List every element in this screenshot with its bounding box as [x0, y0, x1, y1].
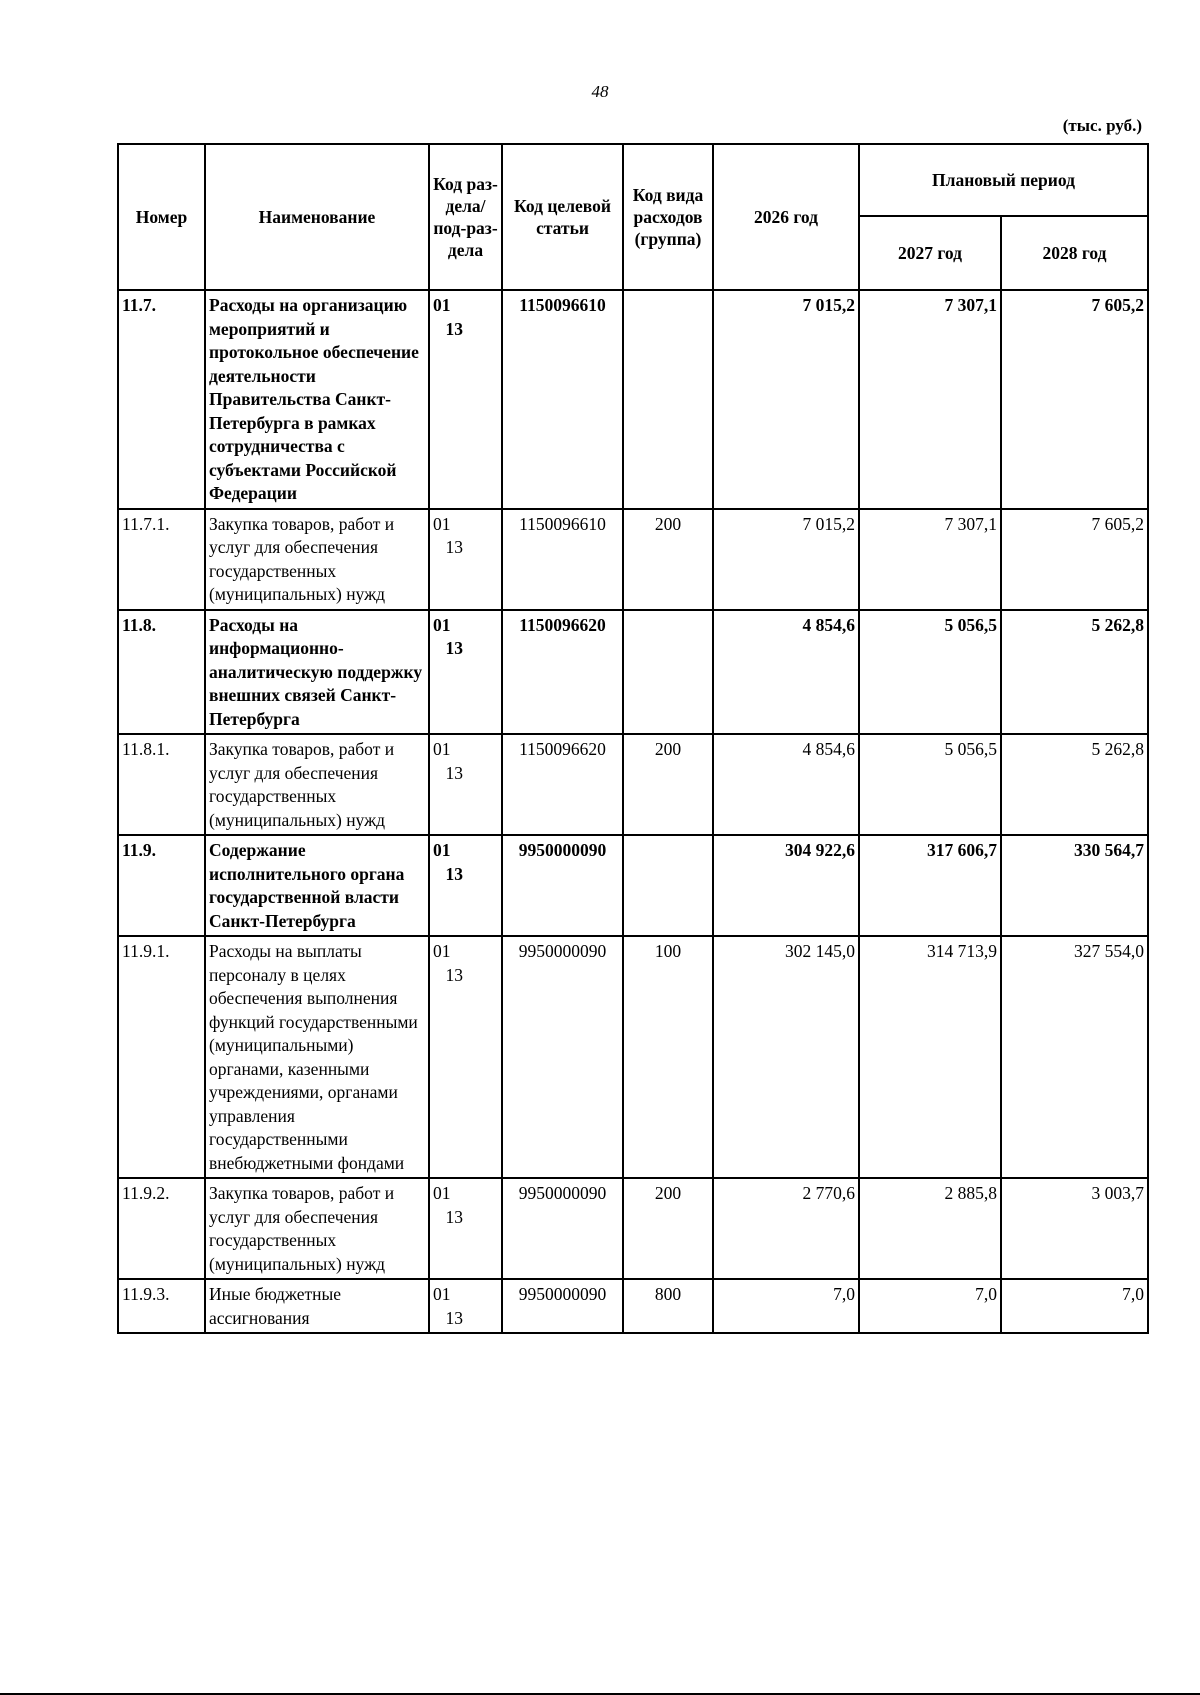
table-header — [118, 144, 1148, 290]
row-value-2026: 302 145,0 — [713, 936, 859, 1178]
row-value-2027: 7 307,1 — [859, 290, 1001, 509]
row-name: Расходы на информационно-аналитическую поддержку внешних связей Санкт-Петербурга — [205, 610, 429, 735]
row-section-code — [429, 1178, 502, 1279]
row-value-2028: 7 605,2 — [1001, 290, 1148, 509]
row-expense-type — [623, 835, 713, 936]
row-number: 11.9. — [118, 835, 205, 936]
row-name: Закупка товаров, работ и услуг для обеспечения государственных (муниципальных) нужд — [205, 734, 429, 835]
row-expense-type: 200 — [623, 1178, 713, 1279]
budget-table — [117, 143, 1149, 1334]
row-subsection: 13 — [445, 1307, 463, 1328]
header-year-2027: 2027 год — [859, 216, 1001, 290]
row-subsection: 13 — [445, 318, 463, 339]
row-value-2026: 7 015,2 — [713, 290, 859, 509]
table-row — [118, 1178, 1148, 1279]
row-value-2027: 5 056,5 — [859, 610, 1001, 735]
row-target-code: 1150096620 — [502, 610, 623, 735]
row-number: 11.9.1. — [118, 936, 205, 1178]
row-name: Содержание исполнительного органа государственной власти Санкт-Петербурга — [205, 835, 429, 936]
row-number: 11.8.1. — [118, 734, 205, 835]
row-name: Иные бюджетные ассигнования — [205, 1279, 429, 1333]
header-target-code: Код целевой статьи — [502, 144, 623, 290]
row-section: 01 — [433, 1183, 451, 1203]
row-target-code: 1150096610 — [502, 290, 623, 509]
row-value-2026: 2 770,6 — [713, 1178, 859, 1279]
table-row — [118, 1279, 1148, 1333]
row-section: 01 — [433, 614, 451, 635]
header-expense-type-code: Код вида расходов (группа) — [623, 144, 713, 290]
row-value-2026: 7 015,2 — [713, 509, 859, 610]
row-section: 01 — [433, 941, 451, 961]
row-expense-type: 800 — [623, 1279, 713, 1333]
page-number: 48 — [591, 82, 609, 101]
row-number: 11.8. — [118, 610, 205, 735]
row-value-2028: 5 262,8 — [1001, 734, 1148, 835]
row-value-2027: 7 307,1 — [859, 509, 1001, 610]
row-subsection: 13 — [445, 964, 463, 985]
table-row — [118, 290, 1148, 509]
row-section: 01 — [433, 295, 451, 315]
row-target-code: 9950000090 — [502, 1279, 623, 1333]
row-subsection: 13 — [445, 1206, 463, 1227]
row-number: 11.7.1. — [118, 509, 205, 610]
header-year-2026: 2026 год — [713, 144, 859, 290]
row-subsection: 13 — [445, 863, 463, 884]
row-value-2028: 330 564,7 — [1001, 835, 1148, 936]
row-section: 01 — [433, 840, 451, 860]
row-section-code — [429, 509, 502, 610]
row-expense-type — [623, 290, 713, 509]
row-subsection: 13 — [445, 638, 463, 658]
row-value-2026: 304 922,6 — [713, 835, 859, 936]
header-section-code: Код раз-дела/ под-раз-дела — [429, 144, 502, 290]
row-number: 11.9.3. — [118, 1279, 205, 1333]
row-section-code — [429, 835, 502, 936]
row-expense-type: 200 — [623, 509, 713, 610]
row-value-2026: 4 854,6 — [713, 734, 859, 835]
row-name: Расходы на выплаты персоналу в целях обеспечения выполнения функций государственными (муниципальными) органами, казенными учреждениями, органами управления государственными внебюджетными фондами — [205, 936, 429, 1178]
table-row — [118, 835, 1148, 936]
row-name: Закупка товаров, работ и услуг для обеспечения государственных (муниципальных) нужд — [205, 1178, 429, 1279]
row-target-code: 9950000090 — [502, 835, 623, 936]
units-label: (тыс. руб.) — [1062, 116, 1142, 135]
table-row — [118, 509, 1148, 610]
table-row — [118, 610, 1148, 735]
row-number: 11.9.2. — [118, 1178, 205, 1279]
row-number: 11.7. — [118, 290, 205, 509]
row-value-2026: 4 854,6 — [713, 610, 859, 735]
row-section: 01 — [433, 513, 451, 534]
table-body — [118, 290, 1148, 1333]
header-name: Наименование — [205, 144, 429, 290]
row-subsection: 13 — [445, 762, 463, 783]
header-number: Номер — [118, 144, 205, 290]
row-target-code: 1150096620 — [502, 734, 623, 835]
row-target-code: 9950000090 — [502, 1178, 623, 1279]
row-value-2027: 5 056,5 — [859, 734, 1001, 835]
row-section-code — [429, 1279, 502, 1333]
header-year-2028: 2028 год — [1001, 216, 1148, 290]
row-value-2027: 314 713,9 — [859, 936, 1001, 1178]
row-section: 01 — [433, 739, 451, 759]
row-value-2027: 2 885,8 — [859, 1178, 1001, 1279]
row-name: Закупка товаров, работ и услуг для обеспечения государственных (муниципальных) нужд — [205, 509, 429, 610]
row-value-2028: 7 605,2 — [1001, 509, 1148, 610]
row-target-code: 9950000090 — [502, 936, 623, 1178]
row-value-2027: 7,0 — [859, 1279, 1001, 1333]
row-section: 01 — [433, 1284, 451, 1304]
row-value-2028: 327 554,0 — [1001, 936, 1148, 1178]
table-row — [118, 734, 1148, 835]
row-value-2026: 7,0 — [713, 1279, 859, 1333]
row-expense-type: 100 — [623, 936, 713, 1178]
header-planned-period: Плановый период — [859, 144, 1148, 216]
row-value-2028: 5 262,8 — [1001, 610, 1148, 735]
table-row — [118, 936, 1148, 1178]
row-value-2027: 317 606,7 — [859, 835, 1001, 936]
row-section-code — [429, 936, 502, 1178]
row-value-2028: 7,0 — [1001, 1279, 1148, 1333]
row-section-code — [429, 290, 502, 509]
row-section-code — [429, 610, 502, 735]
row-expense-type — [623, 610, 713, 735]
row-expense-type: 200 — [623, 734, 713, 835]
row-value-2028: 3 003,7 — [1001, 1178, 1148, 1279]
row-subsection: 13 — [445, 537, 463, 557]
row-section-code — [429, 734, 502, 835]
row-target-code: 1150096610 — [502, 509, 623, 610]
row-name: Расходы на организацию мероприятий и протокольное обеспечение деятельности Правительства Санкт-Петербурга в рамках сотрудничества с субъектами Российской Федерации — [205, 290, 429, 509]
